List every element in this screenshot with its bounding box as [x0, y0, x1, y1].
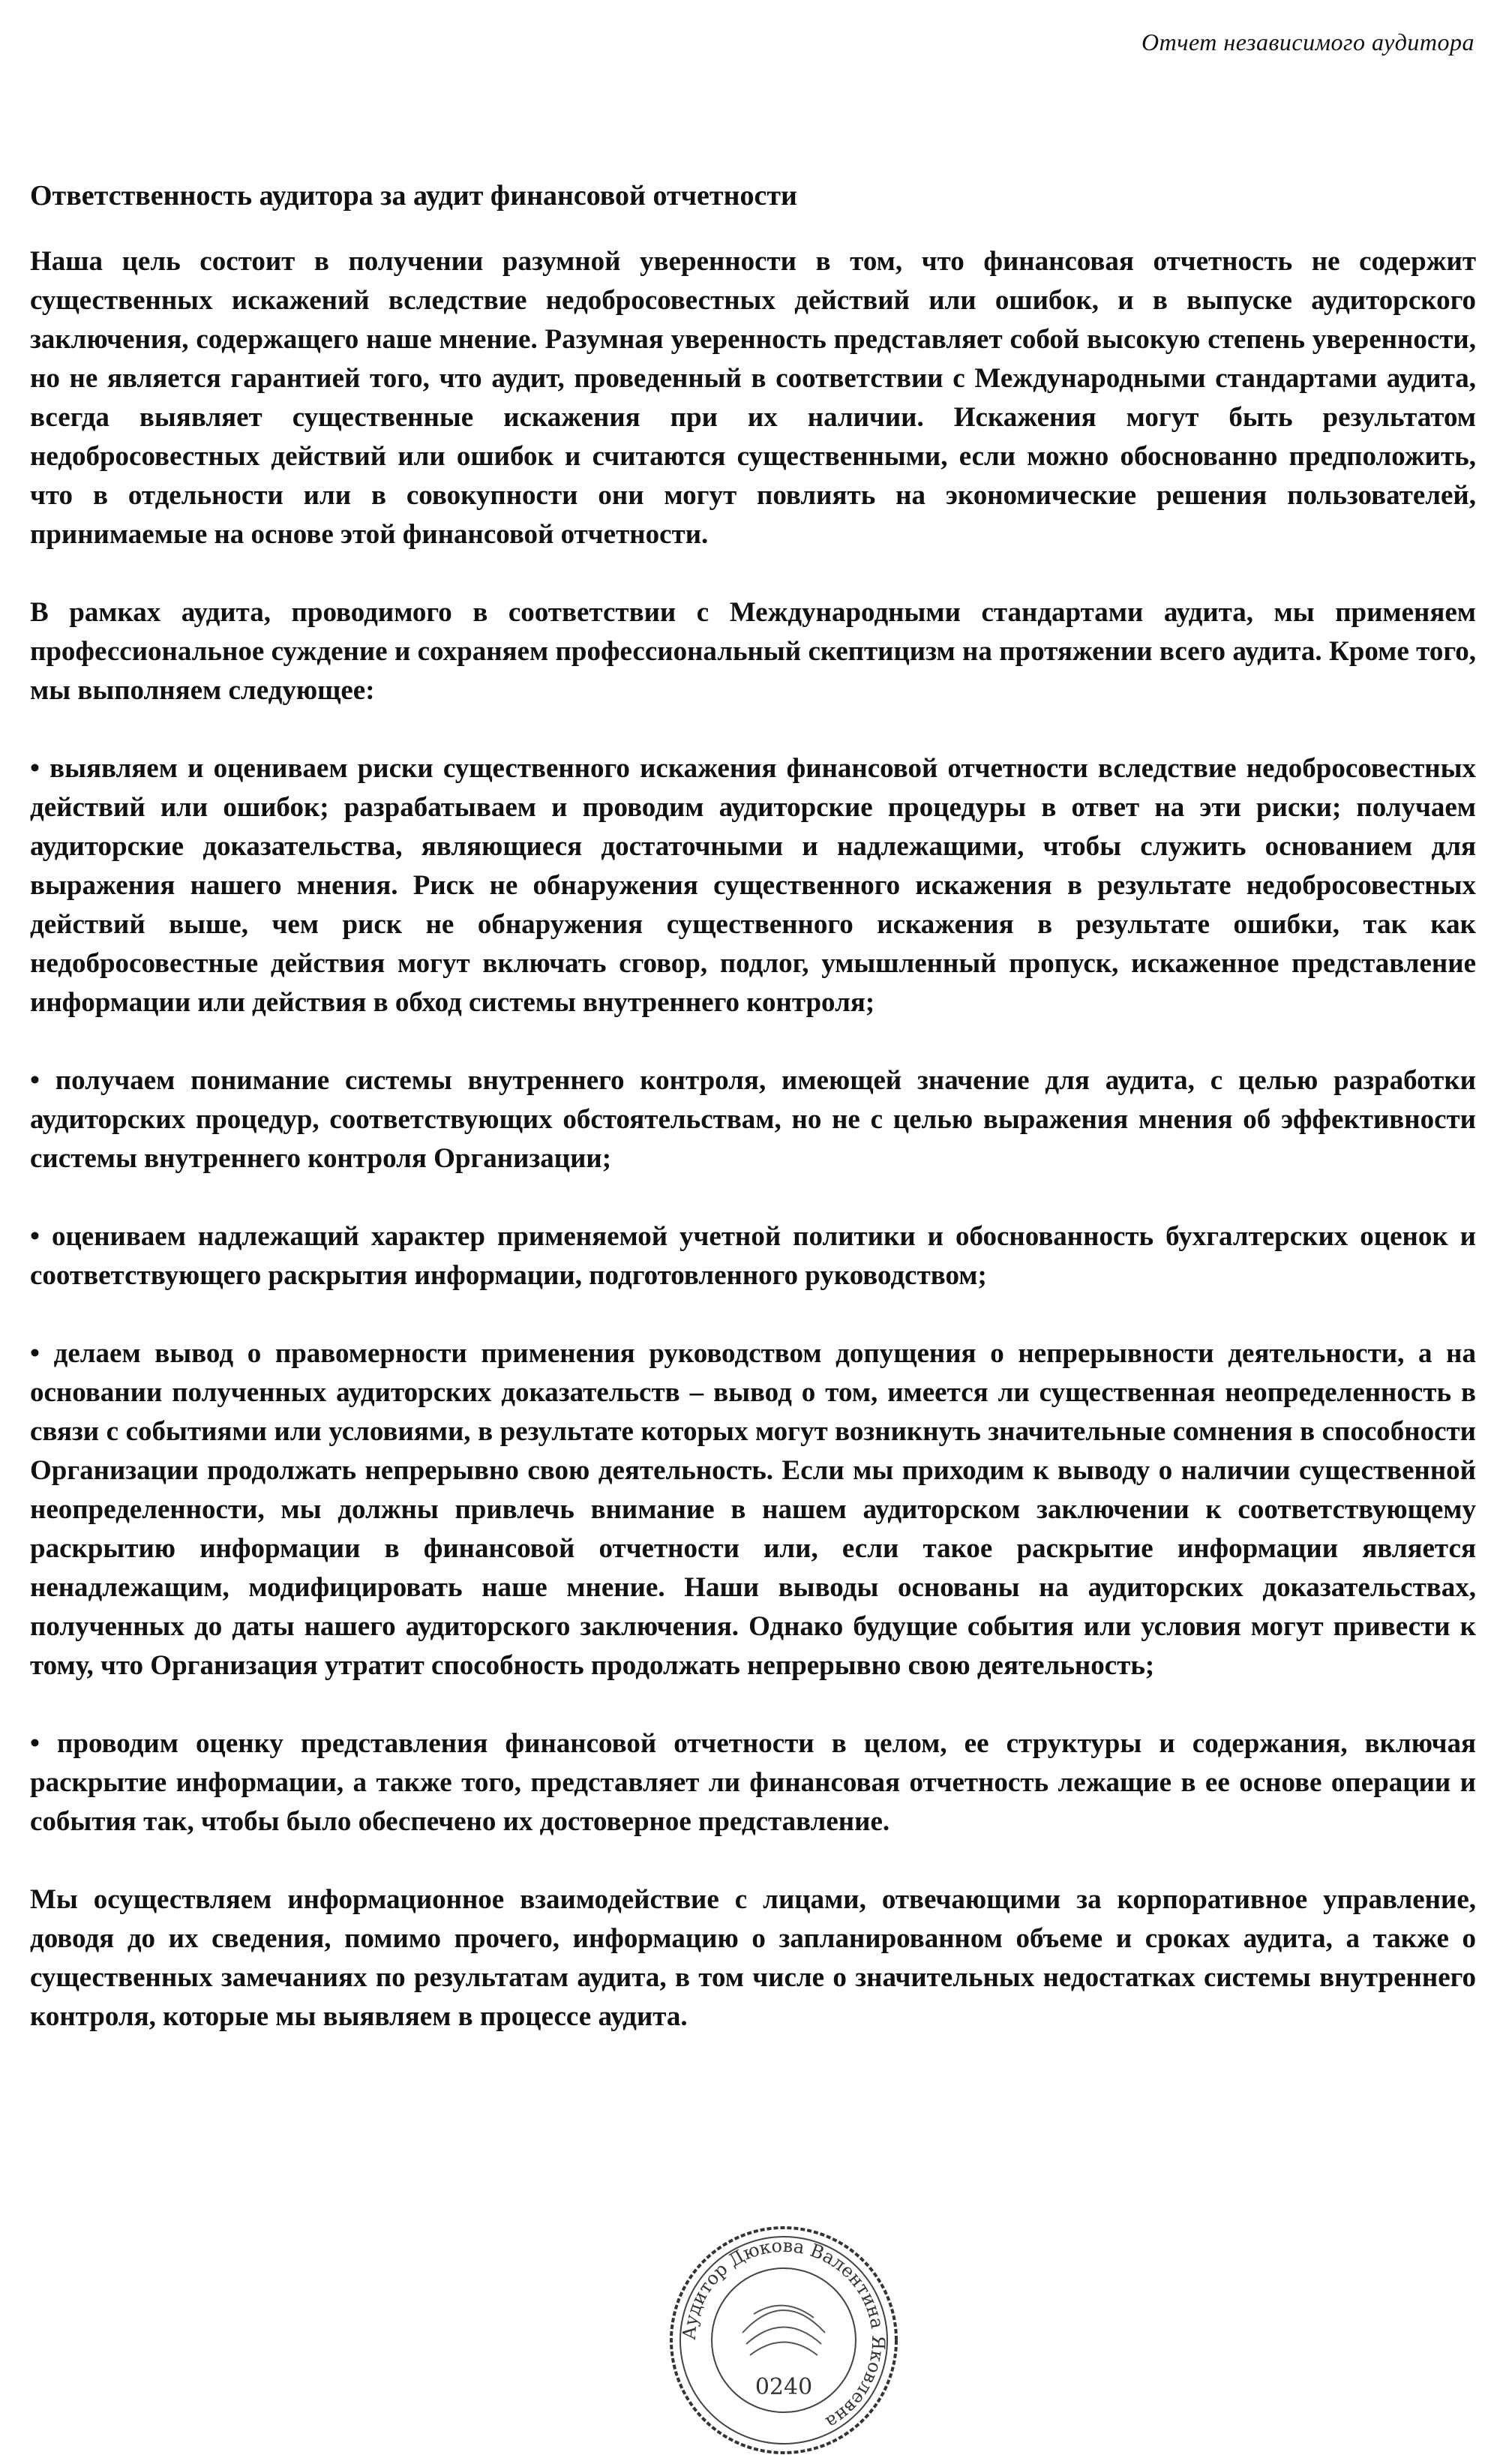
- list-item-internal-control: • получаем понимание системы внутреннего контроля, имеющей значение для аудита, с целью разработки аудиторских процедур, соответствующих обстоятельствам, но не с целью выражения мнения об эффективности системы внутреннего контроля Организации;: [30, 1065, 1476, 1174]
- list-item-risk-assessment: • выявляем и оцениваем риски существенного искажения финансовой отчетности вследствие недобросовестных действий или ошибок; разрабатываем и проводим аудиторские процедуры в ответ на эти риски; получаем аудиторские доказательства, являющиеся достаточными и надлежащими, чтобы служить основанием для выражения нашего мнения. Риск не обнаружения существенного искажения в результате недобросовестных действий выше, чем риск не обнаружения существенного искажения в результате ошибки, так как недобросовестные действия могут включать сговор, подлог, умышленный пропуск, искаженное представление информации или действия в обход системы внутреннего контроля;: [30, 753, 1476, 1018]
- svg-text:Аудитор Дюкова Валентина Яковл: [679, 2235, 889, 2433]
- list-item-presentation: • проводим оценку представления финансовой отчетности в целом, ее структуры и содержания, включая раскрытие информации, а также того, представляет ли финансовая отчетность лежащие в ее основе операции и события так, чтобы было обеспечено их достоверное представление.: [30, 1728, 1476, 1837]
- stamp-seal-icon: [660, 2220, 908, 2460]
- stamp-emblem-icon: [742, 2306, 825, 2355]
- stamp-ring-text: Аудитор Дюкова Валентина Яковлевна: [678, 2234, 890, 2433]
- paragraph-scope: В рамках аудита, проводимого в соответствии с Международными стандартами аудита, мы применяем профессиональное суждение и сохраняем профессиональный скептицизм на протяжении всего аудита. Кроме того, мы выполняем следующее:: [30, 597, 1476, 706]
- document-body: [30, 176, 1476, 2075]
- list-item-going-concern: • делаем вывод о правомерности применения руководством допущения о непрерывности деятельности, а на основании полученных аудиторских доказательств – вывод о том, имеется ли существенная неопределенность в связи с событиями или условиями, в результате которых могут возникнуть значительные сомнения в способности Организации продолжать непрерывно свою деятельность. Если мы приходим к выводу о наличии существенной неопределенности, мы должны привлечь внимание в нашем аудиторском заключении к соответствующему раскрытию информации в финансовой отчетности или, если такое раскрытие информации является ненадлежащим, модифицировать наше мнение. Наши выводы основаны на аудиторских доказательствах, полученных до даты нашего аудиторского заключения. Однако будущие события или условия могут привести к тому, что Организация утратит способность продолжать непрерывно свою деятельность;: [30, 1338, 1476, 1681]
- paragraph-governance: Мы осуществляем информационное взаимодействие с лицами, отвечающими за корпоративное управление, доводя до их сведения, помимо прочего, информацию о запланированном объеме и сроках аудита, а также о существенных замечаниях по результатам аудита, в том числе о значительных недостатках системы внутреннего контроля, которые мы выявляем в процессе аудита.: [30, 1884, 1476, 2032]
- stamp-number: 0240: [754, 2374, 813, 2400]
- section-heading: Ответственность аудитора за аудит финансовой отчетности: [30, 180, 797, 212]
- running-header: Отчет независимого аудитора: [1142, 29, 1474, 56]
- list-item-accounting-policy: • оцениваем надлежащий характер применяемой учетной политики и обоснованность бухгалтерских оценок и соответствующего раскрытия информации, подготовленного руководством;: [30, 1221, 1476, 1291]
- auditor-stamp: [660, 2220, 908, 2460]
- paragraph-objective: Наша цель состоит в получении разумной уверенности в том, что финансовая отчетность не содержит существенных искажений вследствие недобросовестных действий или ошибок, и в выпуске аудиторского заключения, содержащего наше мнение. Разумная уверенность представляет собой высокую степень уверенности, но не является гарантией того, что аудит, проведенный в соответствии с Международными стандартами аудита, всегда выявляет существенные искажения при их наличии. Искажения могут быть результатом недобросовестных действий или ошибок и считаются существенными, если можно обоснованно предположить, что в отдельности или в совокупности они могут повлиять на экономические решения пользователей, принимаемые на основе этой финансовой отчетности.: [30, 246, 1476, 550]
